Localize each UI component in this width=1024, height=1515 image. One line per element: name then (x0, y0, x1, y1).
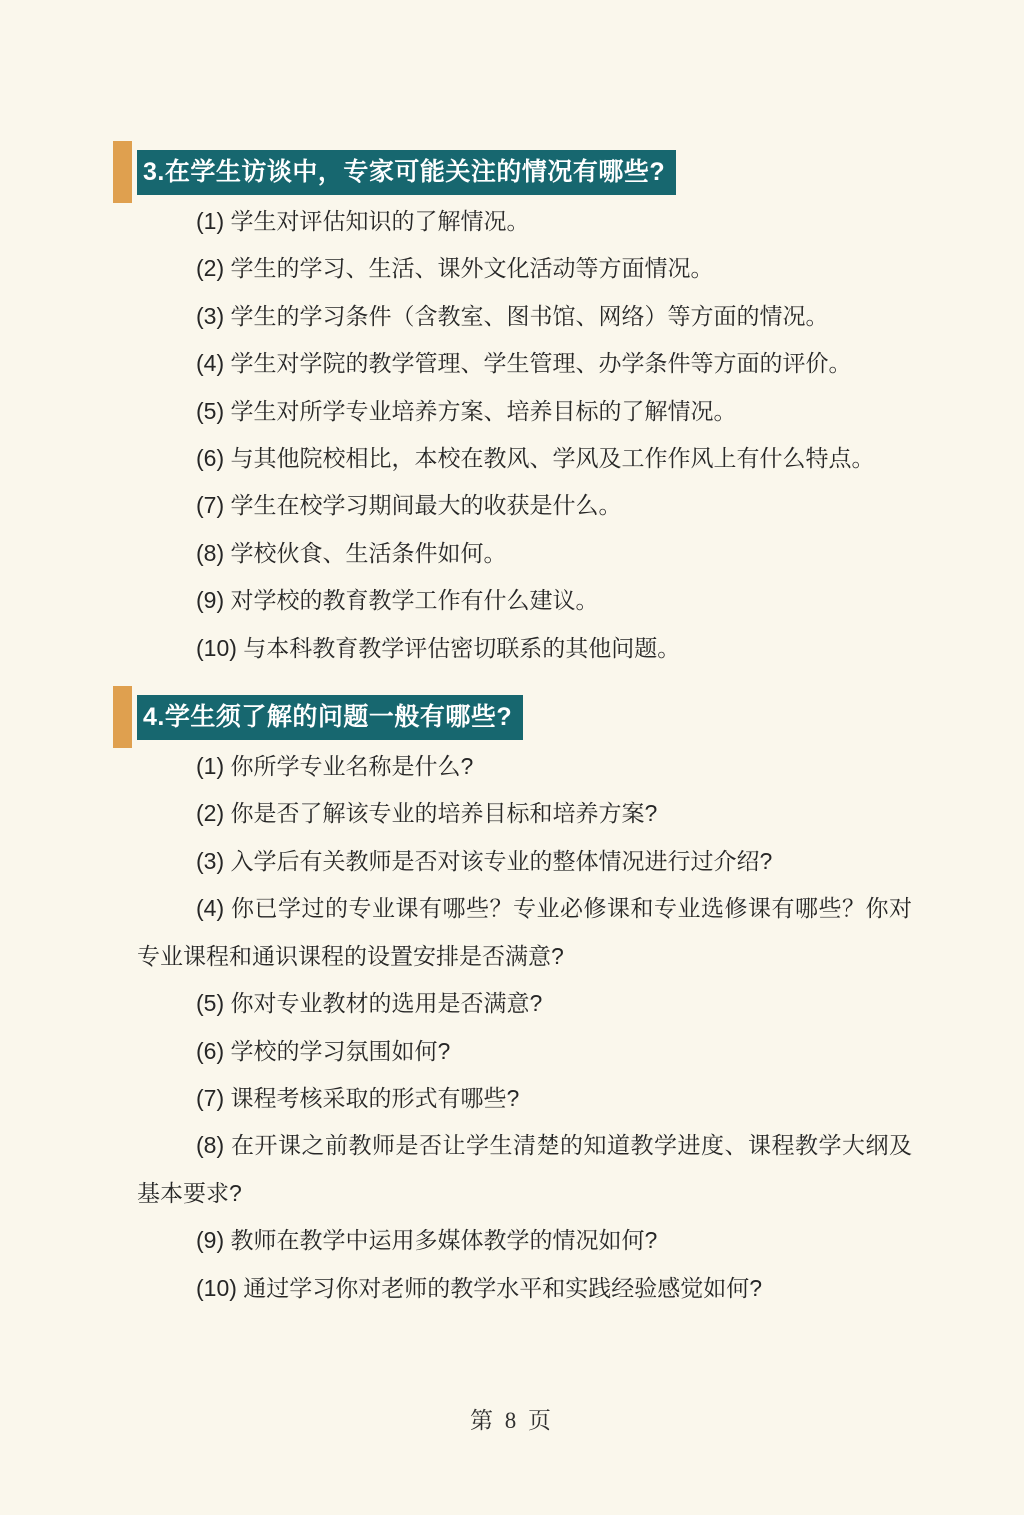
section-4-title: 4.学生须了解的问题一般有哪些? (137, 695, 523, 740)
list-item: (5) 你对专业教材的选用是否满意? (196, 990, 543, 1017)
section-3 (0, 141, 1024, 672)
accent-bar (113, 686, 132, 748)
list-item: (3) 学生的学习条件（含教室、图书馆、网络）等方面的情况。 (196, 302, 829, 329)
page-number-label: 第 8 页 (470, 1407, 554, 1433)
page-footer (0, 1402, 1024, 1435)
list-item: (1) 学生对评估知识的了解情况。 (196, 208, 530, 234)
list-item: (1) 你所学专业名称是什么? (196, 753, 474, 780)
list-item: (5) 学生对所学专业培养方案、培养目标的了解情况。 (196, 397, 737, 424)
section-3-items (137, 198, 912, 672)
section-3-title: 3.在学生访谈中，专家可能关注的情况有哪些? (137, 150, 676, 195)
list-item: (10) 通过学习你对老师的教学水平和实践经验感觉如何? (196, 1274, 763, 1301)
section-4 (0, 686, 1024, 1312)
section-4-items (137, 743, 912, 1312)
list-item: (6) 学校的学习氛围如何? (196, 1037, 451, 1064)
list-item: (8) 学校伙食、生活条件如何。 (196, 539, 507, 566)
list-item: (9) 对学校的教育教学工作有什么建议。 (196, 587, 599, 614)
list-item: (7) 学生在校学习期间最大的收获是什么。 (196, 492, 622, 519)
list-item: (4) 学生对学院的教学管理、学生管理、办学条件等方面的评价。 (196, 350, 852, 377)
list-item: (6) 与其他院校相比，本校在教风、学风及工作作风上有什么特点。 (196, 445, 875, 472)
list-item: (7) 课程考核采取的形式有哪些? (196, 1084, 520, 1111)
list-item: (3) 入学后有关教师是否对该专业的整体情况进行过介绍? (196, 847, 773, 874)
accent-bar (113, 141, 132, 203)
list-item: (2) 学生的学习、生活、课外文化活动等方面情况。 (196, 255, 714, 282)
list-item: (8) 在开课之前教师是否让学生清楚的知道教学进度、课程教学大纲及基本要求? (137, 1132, 912, 1206)
section-4-header (113, 686, 1024, 748)
list-item: (2) 你是否了解该专业的培养目标和培养方案? (196, 800, 658, 827)
list-item: (10) 与本科教育教学评估密切联系的其他问题。 (196, 634, 681, 661)
section-3-header (113, 141, 1024, 203)
list-item: (9) 教师在教学中运用多媒体教学的情况如何? (196, 1227, 658, 1254)
list-item: (4) 你已学过的专业课有哪些？专业必修课和专业选修课有哪些？你对专业课程和通识课程的设置安排是否满意? (137, 895, 912, 969)
